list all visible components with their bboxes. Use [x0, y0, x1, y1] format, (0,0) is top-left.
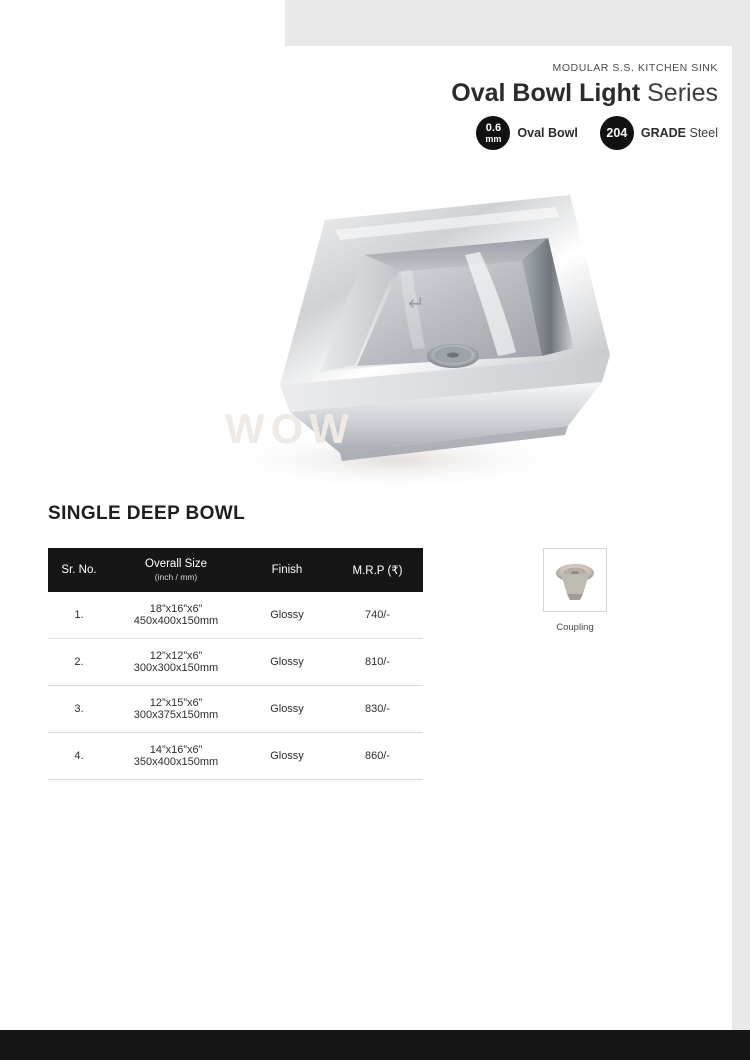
bottom-black-band	[0, 1030, 750, 1060]
product-image	[150, 160, 630, 490]
series-title-bold: Oval Bowl Light	[451, 79, 641, 107]
cell-sr-no: 3.	[48, 686, 110, 733]
page-header	[451, 62, 718, 150]
cell-mrp: 740/-	[332, 592, 423, 639]
table-row	[48, 686, 423, 733]
header-sr-no: Sr. No.	[48, 548, 110, 592]
cell-size-mm: 450x400x150mm	[133, 615, 219, 627]
grade-badge-label: GRADE Steel	[640, 126, 718, 141]
header-overall-size-main: Overall Size	[145, 558, 207, 570]
cell-overall-size	[110, 686, 242, 733]
thickness-badge-unit: mm	[485, 133, 502, 144]
top-grey-band	[285, 0, 750, 46]
cell-finish: Glossy	[242, 686, 332, 733]
header-overall-size-sub: (inch / mm)	[154, 572, 198, 582]
cell-mrp: 860/-	[332, 733, 423, 780]
header-kicker: MODULAR S.S. KITCHEN SINK	[552, 62, 718, 74]
grade-badge-value: 204	[606, 126, 628, 140]
cell-sr-no: 4.	[48, 733, 110, 780]
grade-badge	[600, 116, 634, 150]
header-overall-size	[110, 548, 242, 592]
cell-sr-no: 1.	[48, 592, 110, 639]
table-row	[48, 733, 423, 780]
right-edge-band	[732, 0, 750, 1060]
cell-size-mm: 300x300x150mm	[133, 662, 219, 674]
svg-text:↵: ↵	[408, 293, 425, 315]
table-row	[48, 592, 423, 639]
table-header	[48, 548, 423, 592]
table-header-row	[48, 548, 423, 592]
cell-mrp: 810/-	[332, 639, 423, 686]
cell-size-inch: 18”x16”x6”	[149, 603, 203, 615]
cell-size-inch: 12”x15”x6”	[149, 697, 203, 709]
thickness-badge-value: 0.6	[485, 121, 502, 134]
cell-finish: Glossy	[242, 639, 332, 686]
cell-overall-size	[110, 592, 242, 639]
series-title-light: Series	[647, 79, 718, 107]
table-row	[48, 639, 423, 686]
header-mrp: M.R.P (₹)	[332, 548, 423, 592]
header-badges	[451, 116, 718, 150]
coupling-image-frame	[543, 548, 607, 612]
coupling-accessory	[543, 548, 607, 633]
thickness-badge-label: Oval Bowl	[517, 126, 578, 141]
thickness-badge	[476, 116, 510, 150]
sink-illustration	[150, 160, 630, 490]
watermark-text: WOW	[225, 405, 355, 452]
cell-size-inch: 12”x12”x6”	[149, 650, 203, 662]
cell-size-mm: 300x375x150mm	[133, 709, 219, 721]
coupling-caption: Coupling	[556, 622, 594, 633]
cell-finish: Glossy	[242, 592, 332, 639]
specification-table	[48, 548, 423, 780]
table-body	[48, 592, 423, 780]
cell-overall-size	[110, 639, 242, 686]
section-title: SINGLE DEEP BOWL	[48, 503, 246, 524]
series-title	[451, 80, 718, 106]
cell-mrp: 830/-	[332, 686, 423, 733]
header-finish: Finish	[242, 548, 332, 592]
coupling-icon	[549, 554, 601, 606]
cell-size-inch: 14”x16”x6”	[149, 744, 203, 756]
cell-overall-size	[110, 733, 242, 780]
cell-finish: Glossy	[242, 733, 332, 780]
cell-size-mm: 350x400x150mm	[133, 756, 219, 768]
cell-sr-no: 2.	[48, 639, 110, 686]
